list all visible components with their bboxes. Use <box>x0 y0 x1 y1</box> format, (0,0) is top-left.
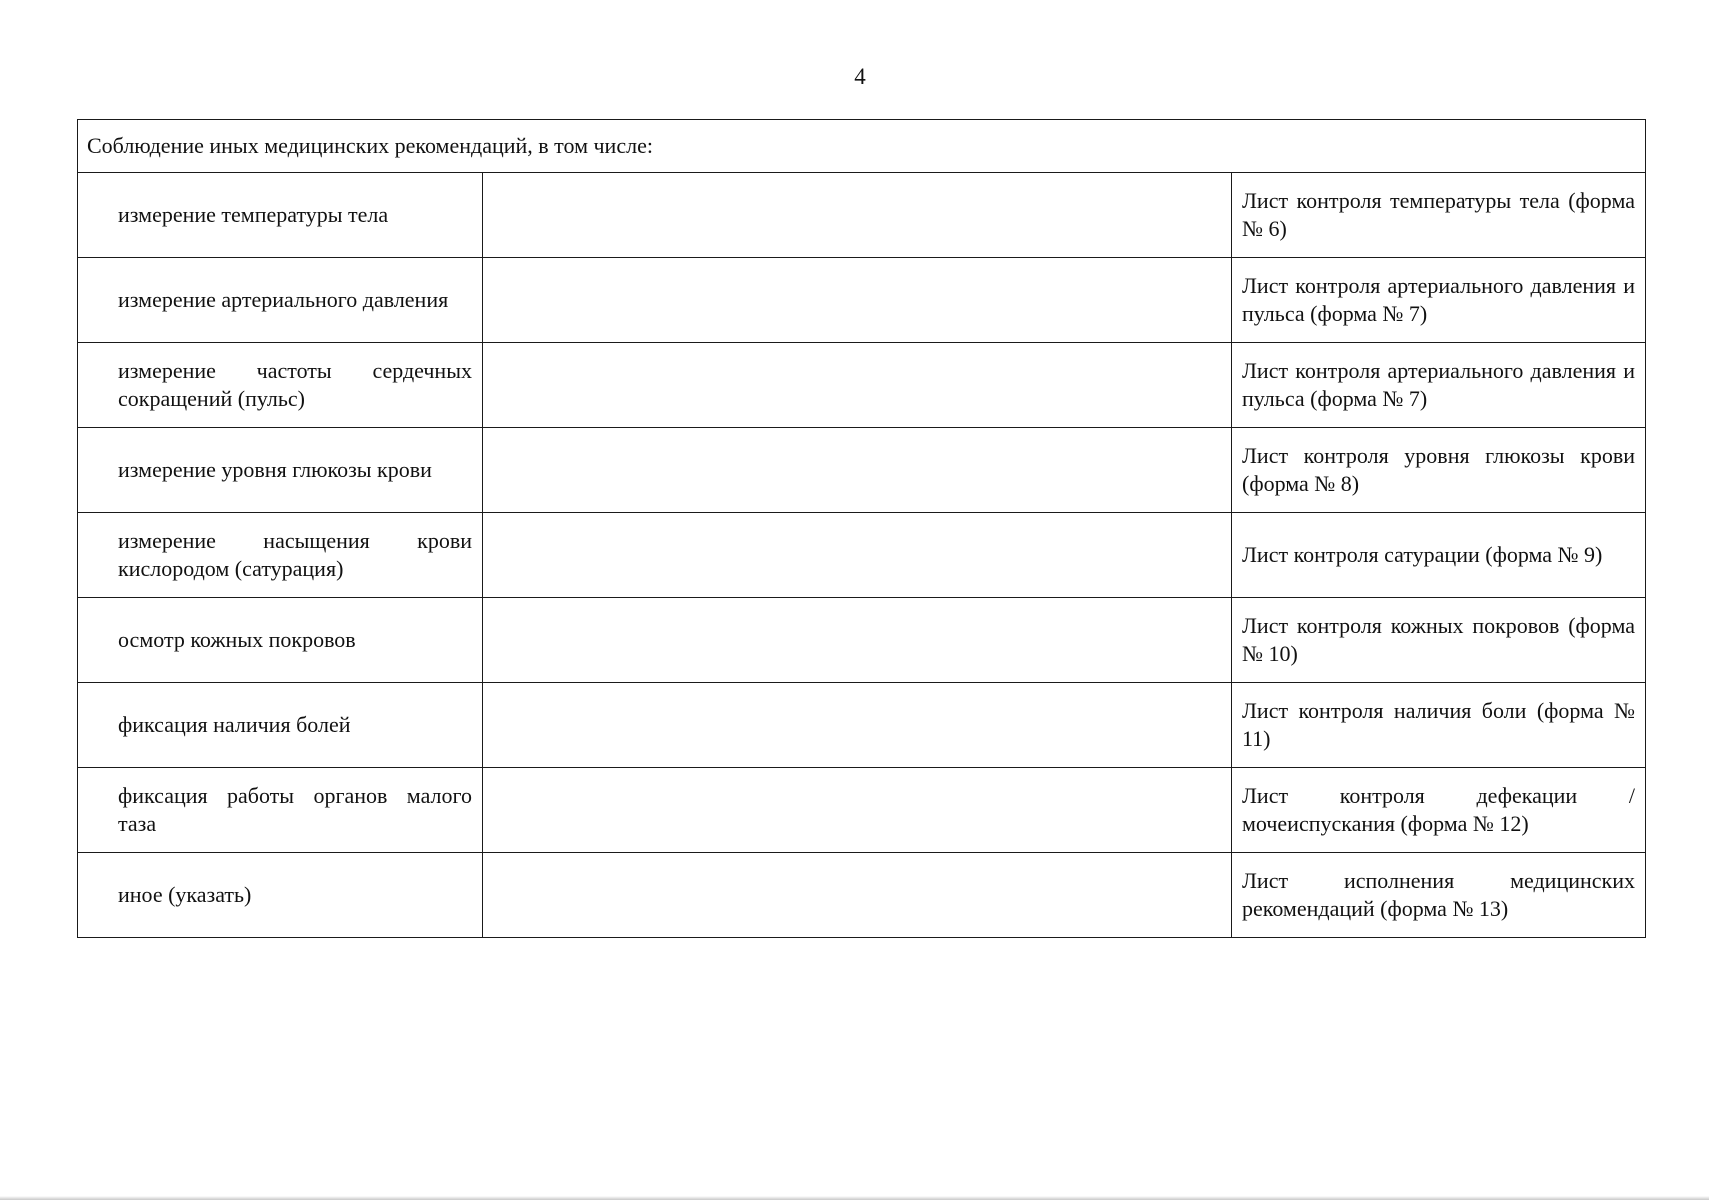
table-row <box>78 853 1646 938</box>
row-reference: Лист контроля артериального давления и пульса (форма № 7) <box>1232 343 1646 428</box>
entry-field[interactable] <box>483 598 1232 683</box>
row-label: осмотр кожных покровов <box>78 598 483 683</box>
table-header-row <box>78 120 1646 173</box>
page-edge <box>0 1196 1709 1200</box>
row-label: измерение насыщения крови кислородом (сатурация) <box>78 513 483 598</box>
row-label: иное (указать) <box>78 853 483 938</box>
row-reference: Лист контроля сатурации (форма № 9) <box>1232 513 1646 598</box>
table-row <box>78 768 1646 853</box>
row-reference: Лист контроля наличия боли (форма № 11) <box>1232 683 1646 768</box>
row-label: измерение артериального давления <box>78 258 483 343</box>
table-row <box>78 428 1646 513</box>
page-number: 4 <box>854 64 866 89</box>
row-label: измерение уровня глюкозы крови <box>78 428 483 513</box>
table-row <box>78 343 1646 428</box>
entry-field[interactable] <box>483 428 1232 513</box>
row-label: измерение температуры тела <box>78 173 483 258</box>
table-row <box>78 258 1646 343</box>
row-reference: Лист исполнения медицинских рекомендаций (форма № 13) <box>1232 853 1646 938</box>
entry-field[interactable] <box>483 853 1232 938</box>
table-row <box>78 598 1646 683</box>
table-row <box>78 513 1646 598</box>
row-reference: Лист контроля кожных покровов (форма № 10) <box>1232 598 1646 683</box>
row-reference: Лист контроля уровня глюкозы крови (форма № 8) <box>1232 428 1646 513</box>
row-label: фиксация наличия болей <box>78 683 483 768</box>
row-label: фиксация работы органов малого таза <box>78 768 483 853</box>
table-row <box>78 173 1646 258</box>
row-reference: Лист контроля дефекации /мочеиспускания (форма № 12) <box>1232 768 1646 853</box>
entry-field[interactable] <box>483 513 1232 598</box>
recommendations-table <box>77 119 1646 938</box>
entry-field[interactable] <box>483 683 1232 768</box>
table-row <box>78 683 1646 768</box>
row-label: измерение частоты сердечных сокращений (пульс) <box>78 343 483 428</box>
row-reference: Лист контроля температуры тела (форма № 6) <box>1232 173 1646 258</box>
entry-field[interactable] <box>483 173 1232 258</box>
entry-field[interactable] <box>483 768 1232 853</box>
table-header: Соблюдение иных медицинских рекомендаций, в том числе: <box>78 120 1646 173</box>
entry-field[interactable] <box>483 343 1232 428</box>
entry-field[interactable] <box>483 258 1232 343</box>
row-reference: Лист контроля артериального давления и пульса (форма № 7) <box>1232 258 1646 343</box>
